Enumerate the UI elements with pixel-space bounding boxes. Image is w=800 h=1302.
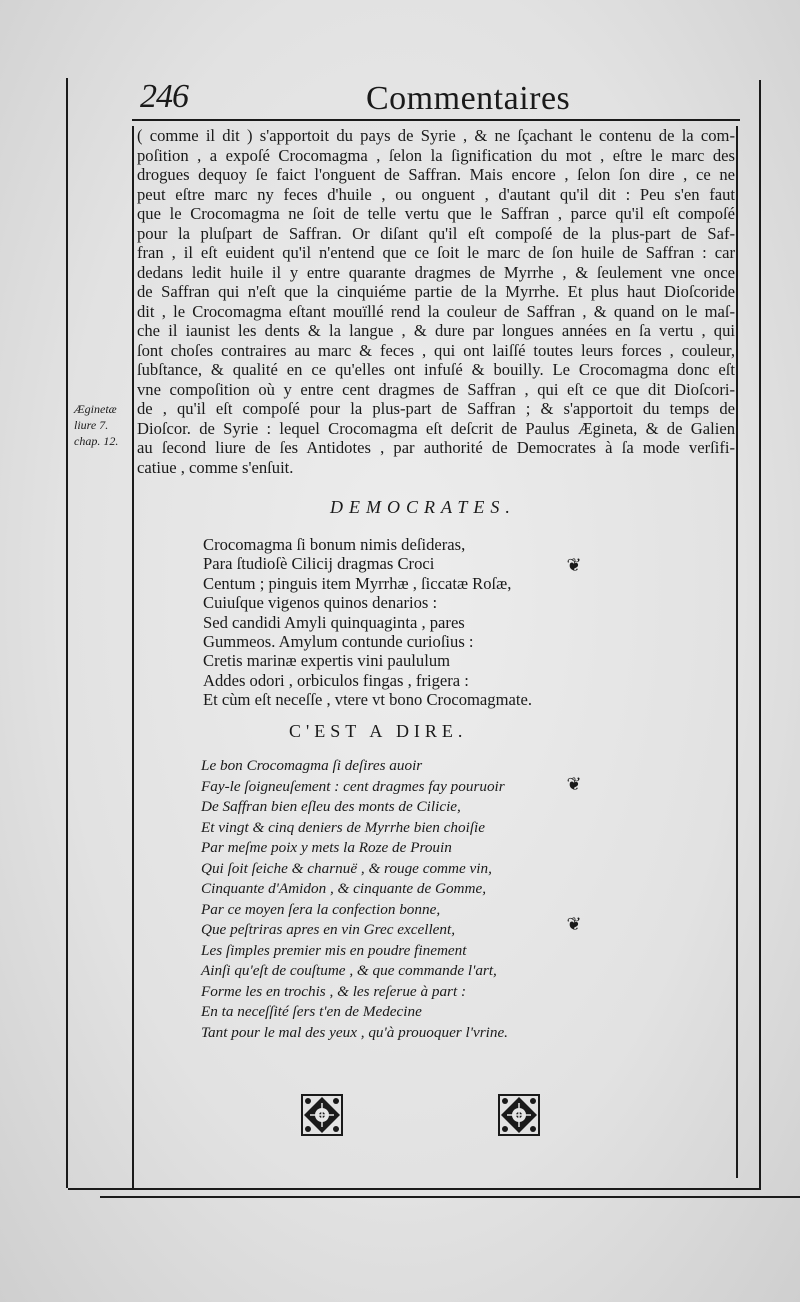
body-paragraph xyxy=(137,126,735,477)
section-heading-democrates: DEMOCRATES. xyxy=(330,497,516,517)
body-line: de Saffran qui n'eſt que la cinquiéme partie de la Myrrhe. Et plus haut Dioſcoride xyxy=(137,282,735,301)
verse-line: Addes odori , orbiculos fingas , frigera : xyxy=(203,670,469,690)
body-line: Dioſcor. de Syrie : lequel Crocomagma eſt deſcrit de Paulus Ægineta, & de Galien xyxy=(137,418,735,438)
verse-line: Tant pour le mal des yeux , qu'à prouoquer l'vrine. xyxy=(201,1023,508,1041)
verse-line: Que peſtriras apres en vin Grec excellent, xyxy=(201,921,456,938)
verse-line: De Saffran bien eſleu des monts de Cilicie, xyxy=(201,798,461,815)
body-line: fran , il eſt euident qu'il n'entend que ce ſoit le marc de ſon huile de Saffran : car xyxy=(137,243,735,262)
verse-line: Et vingt & cinq deniers de Myrrhe bien choiſie xyxy=(201,818,485,836)
body-line: peut eſtre marc ny feces d'huile , ou onguent , d'autant qu'il dit : Peu s'en faut xyxy=(137,184,735,204)
margin-note-line: Æginetæ xyxy=(74,402,117,416)
verse-line: Qui ſoit ſeiche & charnuë , & rouge comme vin, xyxy=(201,859,492,877)
verse-line: Forme les en trochis , & les reſerue à part : xyxy=(201,982,467,1000)
margin-note-line: liure 7. xyxy=(74,418,109,432)
verse-line: Fay-le ſoigneuſement : cent dragmes fay pouruoir xyxy=(201,777,505,795)
latin-verse xyxy=(203,535,532,710)
body-line: de , qu'il eſt compoſé pour la plus-part de Saffran ; & s'apportoit du temps de xyxy=(137,399,735,418)
french-verse xyxy=(201,756,508,1043)
right-frame-rule xyxy=(759,80,761,1188)
verse-line: Et cùm eſt neceſſe , vtere vt bono Crocomagmate. xyxy=(203,690,532,710)
margin-note xyxy=(74,401,132,449)
verse-line: Les ſimples premier mis en poudre finement xyxy=(201,941,467,959)
body-line: pour la pluſpart de Saffran. Or diſant qu'il eſt compoſé de la plus-part de Saf- xyxy=(137,223,735,243)
right-inner-rule xyxy=(736,126,738,1178)
printer-ornament-icon xyxy=(497,1093,541,1137)
fleuron-icon: ❦ xyxy=(566,774,582,794)
verse-line: En ta neceſſité ſers t'en de Medecine xyxy=(201,1003,422,1020)
body-line: au ſecond liure de ſes Antidotes , par authorité de Democrates à ſa mode verſifi- xyxy=(137,438,735,457)
fleuron-icon: ❦ xyxy=(566,555,582,575)
verse-line: Le bon Crocomagma ſi deſires auoir xyxy=(201,757,423,774)
printer-ornament-icon xyxy=(300,1093,344,1137)
fleuron-icon: ❦ xyxy=(566,914,582,934)
body-line: catiue , comme s'enſuit. xyxy=(137,457,294,477)
bottom-outer-rule xyxy=(100,1196,800,1198)
body-line: poſition , a expoſé Crocomagma , ſelon la ſignification du mot , eſtre le marc des xyxy=(137,145,735,165)
verse-line: Cuiuſque vigenos quinos denarios : xyxy=(203,593,438,613)
verse-line: Cretis marinæ expertis vini paululum xyxy=(203,651,451,671)
body-line: ſubſtance, & qualité en ce qu'elles ont infuſé & bouilly. Le Crocomagma donc eſt xyxy=(137,360,735,379)
left-frame-rule xyxy=(66,78,68,1188)
body-line: che il iaunist les dents & la langue , & dure par longues années en ſa vertu , qui xyxy=(137,321,735,340)
body-line: dedans ledit huile il y entre quarante dragmes de Myrrhe , & ſeulement vne once xyxy=(137,262,735,282)
verse-line: Centum ; pinguis item Myrrhæ , ſiccatæ Roſæ, xyxy=(203,573,512,593)
body-line: drogues dequoy ſe faict l'onguent de Saffran. Mais encore , ſelon ſon dire , ce ne xyxy=(137,165,735,184)
section-heading-cest-a-dire: C'EST A DIRE. xyxy=(289,721,468,741)
body-line: dit , le Crocomagma eſtant mouïllé rend la couleur de Saffran , & quand on le maſ- xyxy=(137,301,735,321)
verse-line: Par ce moyen ſera la confection bonne, xyxy=(201,900,441,918)
verse-line: Par meſme poix y mets la Roze de Prouin xyxy=(201,839,452,856)
body-line: ſont choſes contraires au marc & feces , qui ont laiſſé toutes leurs forces , couleur, xyxy=(137,340,735,360)
verse-line: Sed candidi Amyli quinquaginta , pares xyxy=(203,612,465,632)
body-line: que le Crocomagma ne ſoit de telle vertu que le Saffran , parce qu'il eſt compoſé xyxy=(137,204,735,223)
page-number: 246 xyxy=(140,78,188,115)
margin-note-line: chap. 12. xyxy=(74,434,119,448)
verse-line: Cinquante d'Amidon , & cinquante de Gomme, xyxy=(201,880,487,897)
verse-line: Gummeos. Amylum contunde curioſius : xyxy=(203,632,474,652)
left-inner-rule xyxy=(132,126,134,1190)
verse-line: Para ſtudioſè Cilicij dragmas Croci xyxy=(203,554,435,574)
header-rule xyxy=(132,119,740,121)
verse-line: Ainſi qu'eſt de couſtume , & que commande l'art, xyxy=(201,962,497,979)
body-line: ( comme il dit ) s'apportoit du pays de Syrie , & ne ſçachant le contenu de la com- xyxy=(137,126,735,145)
running-title: Commentaires xyxy=(366,80,571,117)
verse-line: Crocomagma ſi bonum nimis deſideras, xyxy=(203,535,466,554)
body-line: vne compoſition où y entre cent dragmes de Saffran , qui eſt ce que dit Dioſcori- xyxy=(137,379,735,399)
bottom-rule xyxy=(68,1188,761,1190)
